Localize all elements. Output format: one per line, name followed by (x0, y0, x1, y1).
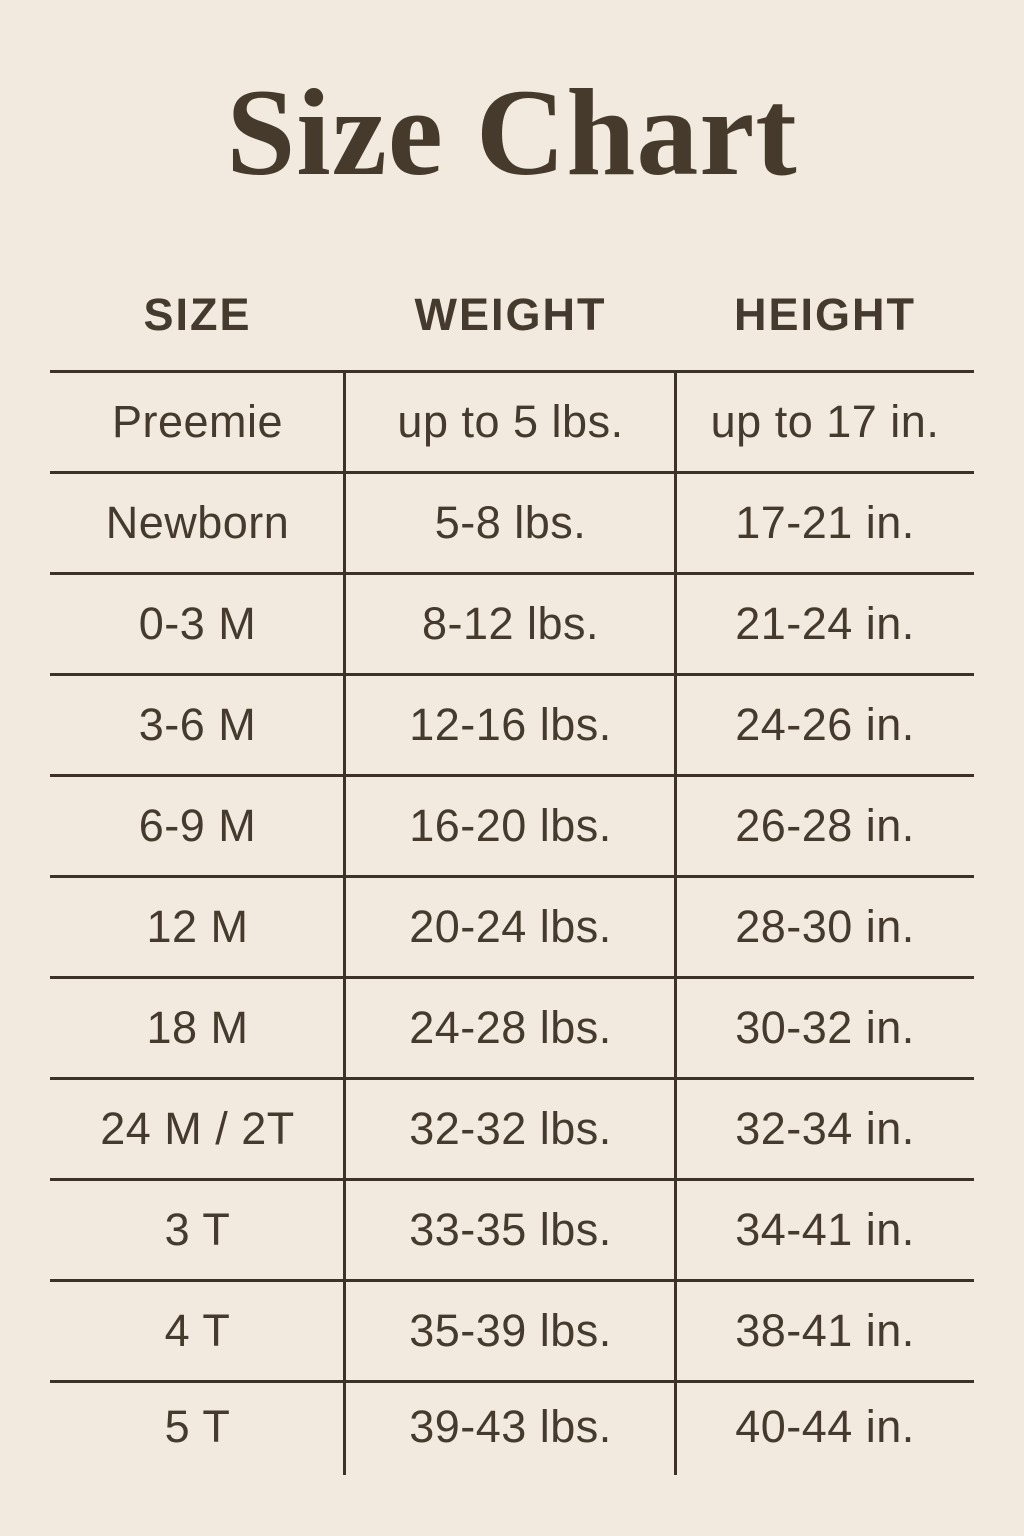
column-header-size: SIZE (143, 289, 252, 340)
height-cell: 34-41 in. (735, 1204, 915, 1255)
table-header-row (50, 278, 974, 352)
size-cell: Preemie (111, 396, 284, 447)
height-cell: 21-24 in. (735, 598, 915, 649)
weight-cell: 35-39 lbs. (409, 1305, 612, 1356)
table-row (50, 774, 974, 875)
table-row (50, 976, 974, 1077)
weight-cell: 20-24 lbs. (409, 901, 612, 952)
height-cell: 38-41 in. (735, 1305, 915, 1356)
height-cell: 17-21 in. (735, 497, 915, 548)
size-cell: 0-3 M (138, 598, 257, 649)
table-row (50, 471, 974, 572)
table-row (50, 1178, 974, 1279)
size-cell: 3 T (164, 1204, 231, 1255)
size-cell: 18 M (146, 1002, 249, 1053)
weight-cell: 16-20 lbs. (409, 800, 612, 851)
table-row (50, 370, 974, 471)
size-cell: 5 T (164, 1401, 231, 1452)
weight-cell: 12-16 lbs. (409, 699, 612, 750)
height-cell: 40-44 in. (735, 1401, 915, 1452)
size-cell: 6-9 M (138, 800, 257, 851)
column-divider-right (674, 370, 677, 1475)
column-divider-left (343, 370, 346, 1475)
height-cell: 28-30 in. (735, 901, 915, 952)
column-header-weight: WEIGHT (414, 289, 607, 340)
size-cell: 12 M (146, 901, 249, 952)
size-cell: 4 T (164, 1305, 231, 1356)
table-row (50, 1077, 974, 1178)
height-cell: up to 17 in. (710, 396, 940, 447)
weight-cell: 5-8 lbs. (434, 497, 587, 548)
height-cell: 26-28 in. (735, 800, 915, 851)
size-cell: 24 M / 2T (100, 1103, 295, 1154)
table-row (50, 1279, 974, 1380)
table-row (50, 875, 974, 976)
table-row (50, 673, 974, 774)
page-title: Size Chart (226, 64, 798, 201)
size-cell: Newborn (105, 497, 290, 548)
weight-cell: 24-28 lbs. (409, 1002, 612, 1053)
table-row (50, 572, 974, 673)
size-cell: 3-6 M (138, 699, 257, 750)
weight-cell: 33-35 lbs. (409, 1204, 612, 1255)
weight-cell: 8-12 lbs. (421, 598, 600, 649)
column-header-height: HEIGHT (733, 289, 916, 340)
weight-cell: 39-43 lbs. (409, 1401, 612, 1452)
weight-cell: up to 5 lbs. (397, 396, 624, 447)
size-table (50, 370, 974, 1471)
height-cell: 32-34 in. (735, 1103, 915, 1154)
table-row (50, 1380, 974, 1471)
weight-cell: 32-32 lbs. (409, 1103, 612, 1154)
height-cell: 30-32 in. (735, 1002, 915, 1053)
height-cell: 24-26 in. (735, 699, 915, 750)
